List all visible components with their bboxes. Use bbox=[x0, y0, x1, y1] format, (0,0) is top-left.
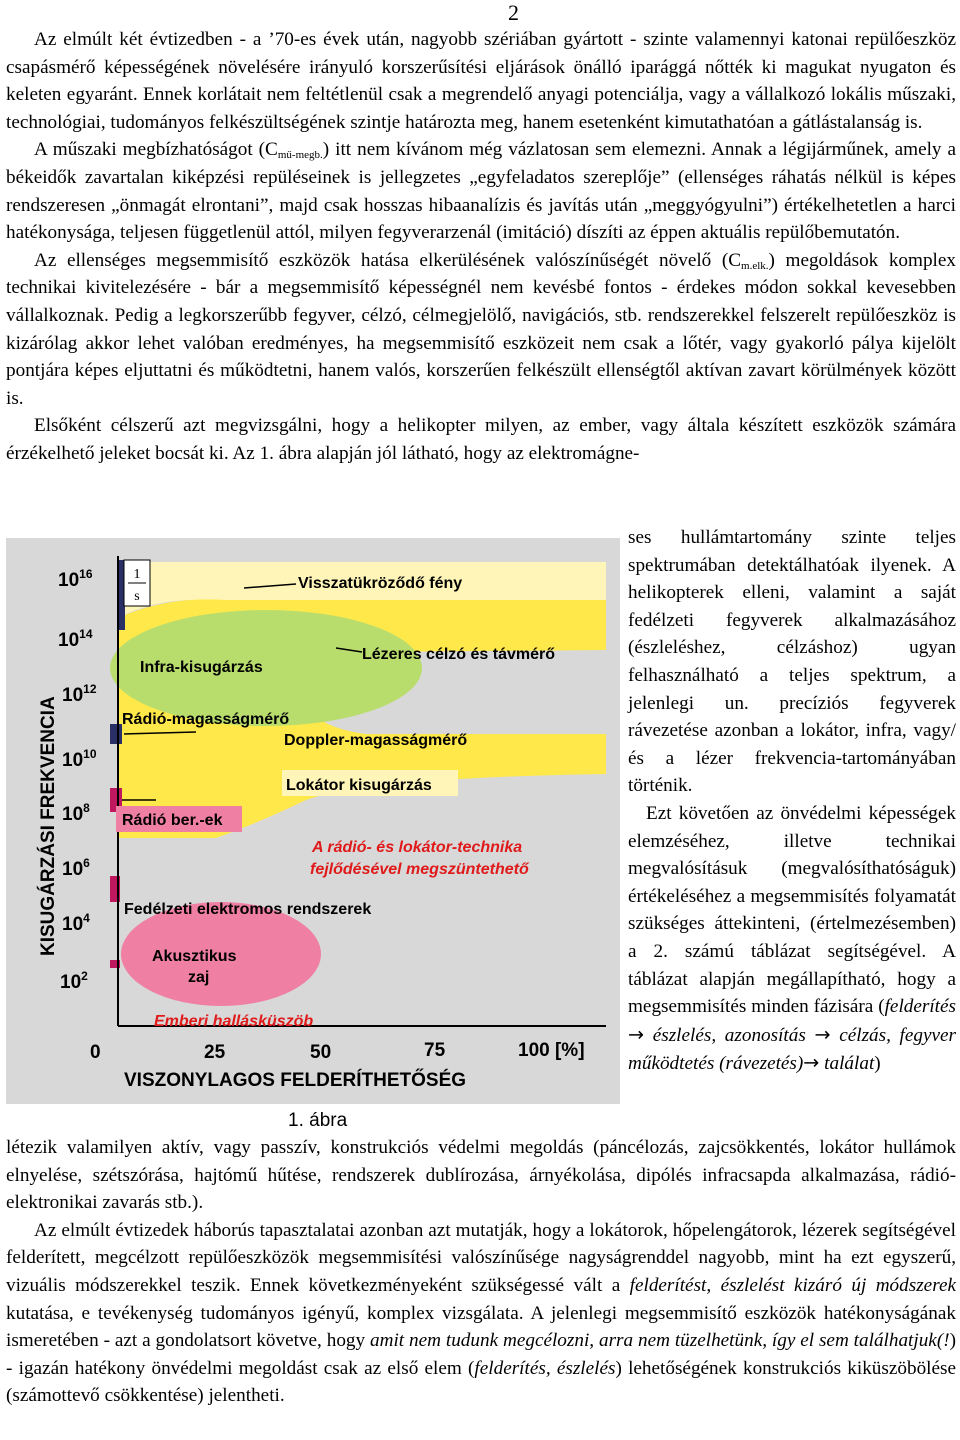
paragraph-5: létezik valamilyen aktív, vagy passzív, konstrukciós védelmi megoldás (páncélozás, zajcsökkentés, lokátor hullámok elnyelése, szétszórása, hajtómű hűtése, rendszerek dublírozása, árnyékolása, dipólés infracsapda alkalmazása, rádió-elektronikai zavarás stb.). bbox=[6, 1137, 956, 1214]
note-radio-locator-2: fejlődésével megszüntethető bbox=[310, 861, 529, 878]
label-doppler: Doppler-magasságmérő bbox=[284, 732, 468, 749]
phase-identification: észlelés, azonosítás bbox=[652, 1024, 806, 1046]
phase-hit: találat bbox=[824, 1053, 875, 1075]
x-tick-100: 100 [%] bbox=[518, 1040, 585, 1061]
x-tick-50: 50 bbox=[310, 1042, 332, 1063]
paragraph-1: Az elmúlt két évtizedben - a ’70-es évek után, nagyobb szériában gyártott - szinte valamennyi katonai repülőeszköz csapásmérő képességének növelésére irányuló korszerűsítési eljárások önálló iparággá nőtték ki magukat nyugaton és keleten egyaránt. Ennek korlátait nem feltétlenül csak a megrendelő anyagi potenciálja, vagy a vállalkozó lokális műszaki, technológiai, tudományos felkészültségének szintje határozta meg, hanem esetenként kimutathatóan a gátlástalanság is. bbox=[6, 29, 956, 133]
label-reflected-light: Visszatükröződő fény bbox=[298, 575, 463, 592]
wrap-paragraph-2: Ezt követően az önvédelmi képességek elemzéséhez, illetve technikai megvalósításuk (megvalósíthatóságuk) értékeléséhez a megsemmisítés folyamatát szükséges áttekinteni, (értelmezésemben) a 2. számú táblázat segítségével. A táblázat alapján megállapítható, hogy a megsemmisítés minden fázisára (felderítés → észlelés, azonosítás → célzás, fegyver működtetés (rávezetés)→ találat) bbox=[628, 802, 957, 1075]
wrapped-text-column bbox=[628, 524, 956, 1078]
phase-detection: felderítés bbox=[884, 996, 956, 1018]
subscript-mu-megb: mű-megb. bbox=[277, 149, 323, 162]
y-tick-2: $10^2$ bbox=[60, 969, 88, 993]
phase-targeting: célzás, fegyver működtetés (rávezetés) bbox=[628, 1024, 957, 1075]
x-tick-25: 25 bbox=[204, 1042, 226, 1063]
page-number: 2 bbox=[508, 0, 519, 25]
label-acoustic-2: zaj bbox=[188, 969, 210, 986]
label-radio-ber: Rádió ber.-ek bbox=[122, 812, 223, 829]
body-text-bottom bbox=[6, 1134, 956, 1410]
y-tick-12: $10^{12}$ bbox=[62, 682, 97, 706]
label-laser: Lézeres célzó és távmérő bbox=[362, 646, 555, 663]
label-acoustic-1: Akusztikus bbox=[152, 948, 237, 965]
x-tick-0: 0 bbox=[90, 1042, 101, 1063]
arrow-icon: → bbox=[803, 1051, 820, 1075]
unit-denominator: s bbox=[134, 589, 140, 604]
arrow-icon: → bbox=[814, 1022, 831, 1046]
y-tick-10: $10^{10}$ bbox=[62, 747, 97, 771]
arrow-icon: → bbox=[628, 1022, 645, 1046]
figure-1 bbox=[6, 538, 620, 1104]
paragraph-4: Elsőként célszerű azt megvizsgálni, hogy a helikopter milyen, az ember, vagy általa készített eszközök számára érzékelhető jeleket bocsát ki. Az 1. ábra alapján jól látható, hogy az elektromágne- bbox=[6, 415, 956, 464]
y-axis-title: KISUGÁRZÁSI FREKVENCIA bbox=[38, 696, 59, 956]
wrap-paragraph-1: ses hullámtartomány szinte teljes spektrumában detektálhatóak ilyenek. A helikopterek elleni, valamint a saját fedélzeti fegyverek alkalmazásához (észleléshez, célzáshoz) ugyan felhasználható a teljes spektrum, a jelenlegi un. precíziós fegyverek rávezetése azonban a lokátor, infra, vagy/és a lézer frekvencia-tartományában történik. bbox=[628, 527, 956, 797]
label-locator: Lokátor kisugárzás bbox=[286, 777, 432, 794]
figure-1-diagram bbox=[6, 538, 620, 1104]
y-tick-4: $10^4$ bbox=[62, 911, 90, 935]
paragraph-3: Az ellenséges megsemmisítő eszközök hatása elkerülésének valószínűségét növelő $(C_{m.elk.})$ megoldások komplex technikai kivitelezésére - bár a megsemmisítő képességnél nem kevésbé fontos - érdekes módon sokkal kevesebben vállalkoznak. Pedig a legkorszerűbb fegyver, célzó, célmegjelölő, navigációs, stb. rendszerekkel felszerelt repülőeszköz is kizárólag akkor lehet valóban eredményes, ha megsemmisítő eszközeit nem csak a lőtér, vagy gyakorló pálya kijelölt pontjára képes eljuttatni és működtetni, hanem valós, korszerűen felkészült ellenségtől aktívan zavart körülmények között is. bbox=[6, 249, 956, 409]
figure-caption: 1. ábra bbox=[288, 1110, 348, 1131]
unit-box bbox=[124, 560, 150, 606]
unit-numerator: 1 bbox=[133, 567, 141, 582]
x-tick-75: 75 bbox=[424, 1040, 446, 1061]
y-tick-14: $10^{14}$ bbox=[58, 627, 93, 651]
x-axis-title: VISZONYLAGOS FELDERÍTHETŐSÉG bbox=[124, 1070, 467, 1091]
subscript-m-elk: m.elk. bbox=[741, 259, 769, 272]
label-hearing-threshold: Emberi hallásküszöb bbox=[154, 1013, 314, 1030]
body-text-top bbox=[6, 26, 956, 468]
label-radio-altimeter: Rádió-magasságmérő bbox=[122, 711, 290, 728]
axis-bar-radio bbox=[110, 724, 122, 744]
note-radio-locator-1: A rádió- és lokátor-technika bbox=[312, 839, 523, 856]
y-tick-8: $10^8$ bbox=[62, 801, 90, 825]
y-tick-6: $10^6$ bbox=[62, 856, 90, 880]
paragraph-6: Az elmúlt évtizedek háborús tapasztalatai azonban azt mutatják, hogy a lokátorok, hőpelengátorok, lézerek segítségével felderített, megcélzott repülőeszközök megsemmisítési valószínűsége nagyságrenddel nagyobb, mint ha ezt egyszerű, vizuális módszerekkel teszik. Ennek következményeként szükségessé vált a felderítést, észlelést kizáró új módszerek kutatása, e tevékenység tudományos igényű, komplex vizsgálata. A jelenlegi megsemmisítő eszközök hatékonyságának ismeretében - azt a gondolatsort követve, hogy amit nem tudunk megcélozni, arra nem tüzelhetünk, így el sem találhatjuk(!) - igazán hatékony önvédelmi megoldást csak az első elem (felderítés, észlelés) lehetőségének konstrukciós kiküszöbölése (számottevő csökkentése) jelentheti. bbox=[6, 1219, 956, 1407]
label-onboard-electrical: Fedélzeti elektromos rendszerek bbox=[124, 901, 372, 918]
paragraph-2: A műszaki megbízhatóságot $(C_{mű-megb.})$ itt nem kívánom még vázlatosan sem elemezni. Annak a légijárműnek, amely a békeidők zavartalan kiképzési repüléseinek is jellegzetes „egyfeladatos szereplője” (ellenséges ráhatás nélkül is képes rendszeresen „önmagát elrontani”, majd csak hosszas hibaanalízis és javítás után „meggyógyulni”) értékelhetetlen a harci hatékonysága, teljesen függetlenül attól, milyen fegyverarzenál (imitáció) díszíti az éppen aktuális repülőbemutatón. bbox=[6, 139, 956, 244]
label-infra: Infra-kisugárzás bbox=[140, 659, 263, 676]
y-tick-16: $10^{16}$ bbox=[58, 567, 93, 591]
